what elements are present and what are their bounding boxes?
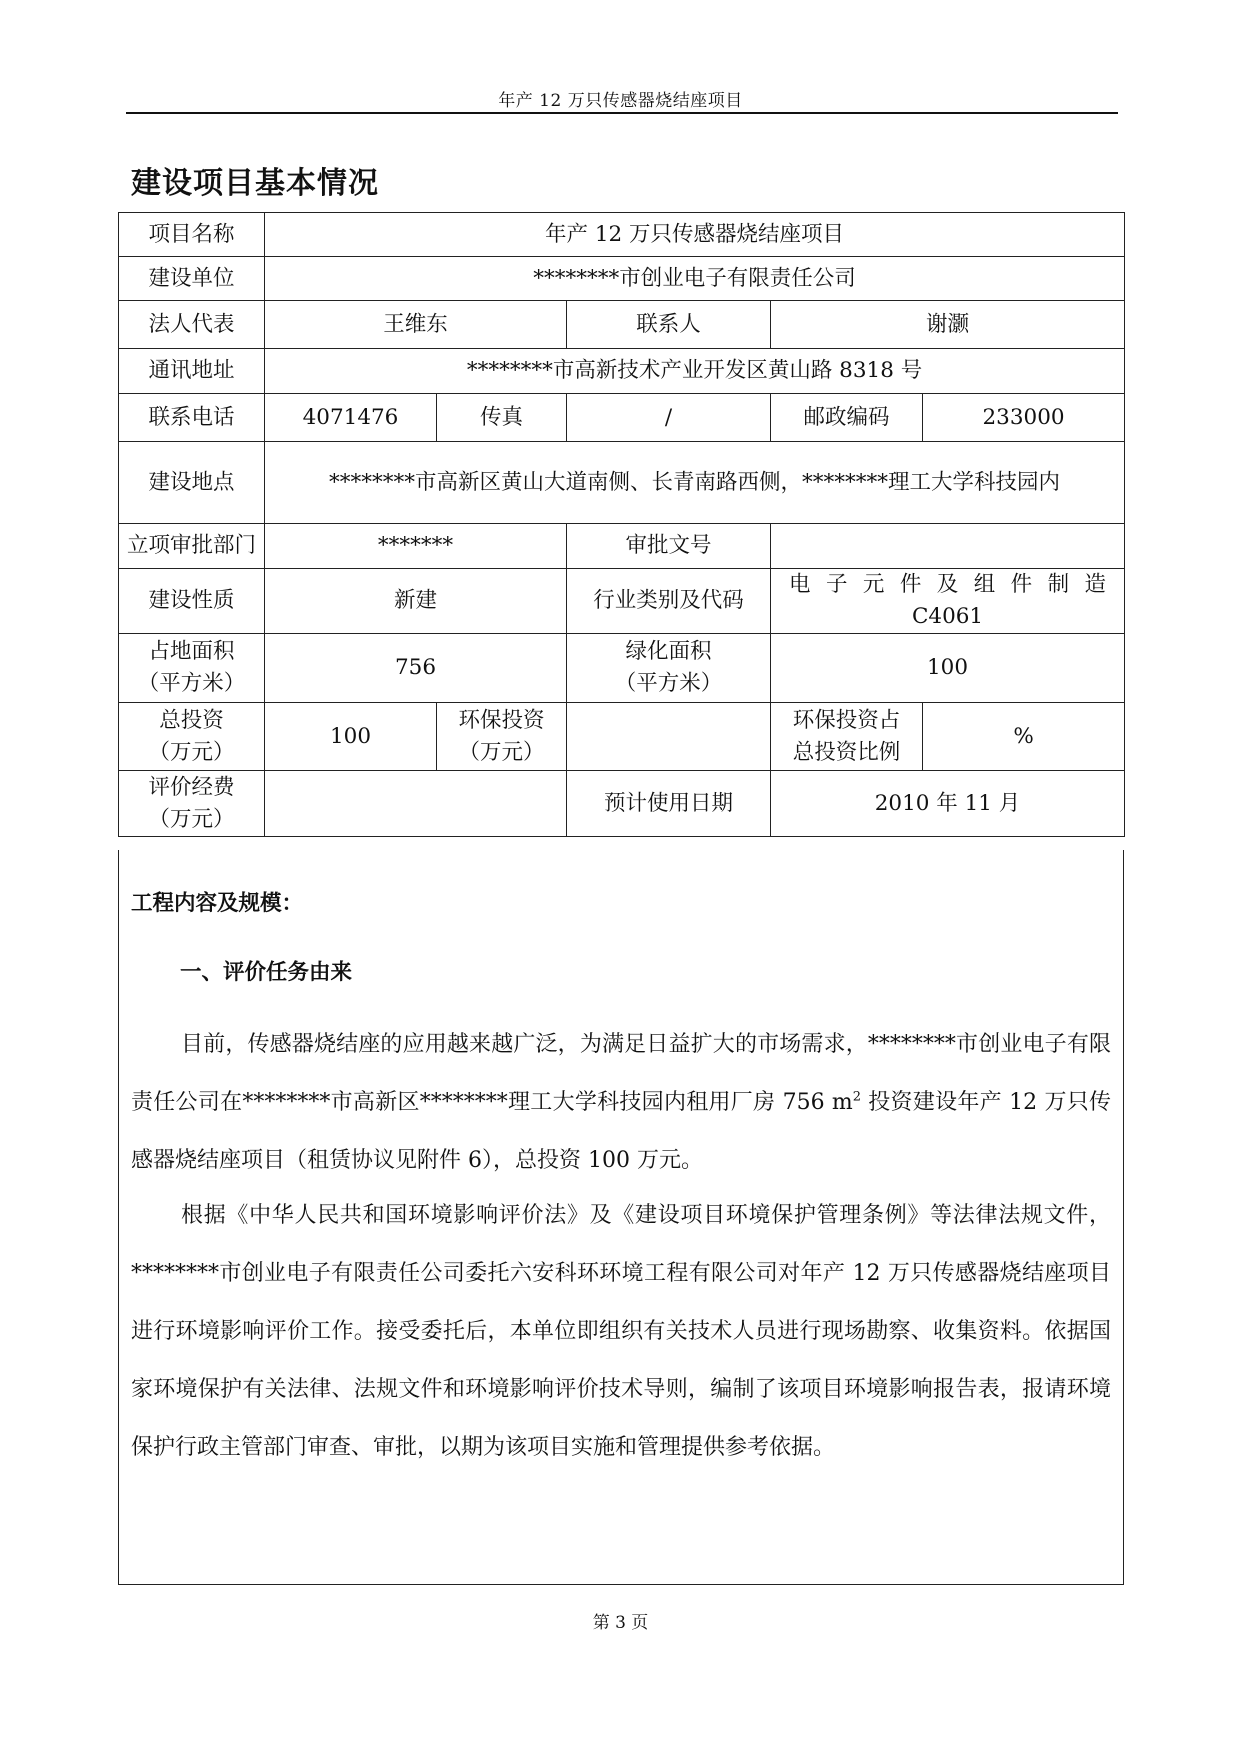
approval-no-label: 审批文号 (567, 524, 771, 569)
fax-label: 传真 (437, 394, 567, 442)
expected-date-label: 预计使用日期 (567, 771, 771, 837)
table-row (119, 349, 1125, 394)
running-header: 年产 12 万只传感器烧结座项目 (498, 91, 743, 111)
table-row (119, 569, 1125, 634)
postcode-label: 邮政编码 (771, 394, 923, 442)
address-value: ********市高新技术产业开发区黄山路 8318 号 (265, 349, 1125, 394)
env-invest-value (567, 703, 771, 771)
paragraph-2: 根据《中华人民共和国环境影响评价法》及《建设项目环境保护管理条例》等法律法规文件，********市创业电子有限责任公司委托六安科环环境工程有限公司对年产 12 万只传感器烧结座项目进行环境影响评价工作。接受委托后，本单位即组织有关技术人员进行现场勘察、收集资料。依据国家环境保护有关法律、法规文件和环境影响评价技术导则，编制了该项目环境影响报告表，报请环境保护行政主管部门审查、审批，以期为该项目实施和管理提供参考依据。 (131, 1203, 1111, 1460)
legal-rep-label: 法人代表 (119, 301, 265, 349)
project-info-table (118, 212, 1125, 837)
eval-fee-label (119, 771, 265, 837)
page-title: 建设项目基本情况 (131, 166, 379, 201)
floor-area-label-line1: 占地面积 (148, 639, 235, 664)
project-name-value: 年产 12 万只传感器烧结座项目 (265, 213, 1125, 257)
industry-label: 行业类别及代码 (567, 569, 771, 634)
paragraph-1 (131, 1016, 1111, 1190)
nature-value: 新建 (265, 569, 567, 634)
postcode-value: 233000 (923, 394, 1125, 442)
builder-value: ********市创业电子有限责任公司 (265, 257, 1125, 301)
industry-name: 电子元件及组件制造 (789, 572, 1107, 597)
approval-dept-label: 立项审批部门 (119, 524, 265, 569)
site-value: ********市高新区黄山大道南侧、长青南路西侧，********理工大学科技园内 (265, 442, 1125, 524)
green-area-label-line1: 绿化面积 (625, 639, 712, 664)
section-subheading: 一、评价任务由来 (180, 960, 353, 985)
table-row (119, 394, 1125, 442)
project-name-label: 项目名称 (119, 213, 265, 257)
table-row (119, 634, 1125, 703)
env-ratio-value: % (923, 703, 1125, 771)
green-area-label-line2: （平方米） (614, 671, 723, 696)
table-row (119, 257, 1125, 301)
approval-dept-value: ******* (265, 524, 567, 569)
table-row (119, 703, 1125, 771)
contact-value: 谢灏 (771, 301, 1125, 349)
total-invest-label-line1: 总投资 (159, 707, 224, 733)
phone-value: 4071476 (265, 394, 437, 442)
section-heading: 工程内容及规模： (131, 891, 304, 916)
total-invest-label (119, 703, 265, 771)
paragraph-1-part-b: 投资建设年产 12 万只传感器烧结座项目（租赁协议见附件 6），总投资 100 万元。 (131, 1090, 1111, 1173)
env-ratio-label (771, 703, 923, 771)
eval-fee-label-line1: 评价经费 (148, 774, 235, 800)
expected-date-value: 2010 年 11 月 (771, 771, 1125, 837)
area-unit-superscript: 2 (852, 1089, 861, 1105)
table-row (119, 213, 1125, 257)
env-ratio-label-line2: 总投资比例 (792, 739, 901, 765)
total-invest-value: 100 (265, 703, 437, 771)
green-area-value: 100 (771, 634, 1125, 703)
env-invest-label-line2: （万元） (458, 739, 545, 765)
industry-value (771, 569, 1125, 634)
floor-area-label-line2: （平方米） (137, 671, 246, 696)
header-rule (126, 112, 1118, 114)
env-ratio-label-line1: 环保投资占 (792, 707, 901, 733)
env-invest-label (437, 703, 567, 771)
builder-label: 建设单位 (119, 257, 265, 301)
industry-code: C4061 (911, 604, 984, 629)
nature-label: 建设性质 (119, 569, 265, 634)
table-row (119, 442, 1125, 524)
table-row (119, 301, 1125, 349)
phone-label: 联系电话 (119, 394, 265, 442)
eval-fee-value (265, 771, 567, 837)
page-number: 第 3 页 (592, 1613, 649, 1633)
address-label: 通讯地址 (119, 349, 265, 394)
fax-value: / (567, 394, 771, 442)
green-area-label (567, 634, 771, 703)
total-invest-label-line2: （万元） (148, 739, 235, 765)
contact-label: 联系人 (567, 301, 771, 349)
paragraph-1-part-a: 目前，传感器烧结座的应用越来越广泛，为满足日益扩大的市场需求，********市创业电子有限责任公司在********市高新区********理工大学科技园内租用厂房 756 m (131, 1032, 1111, 1115)
floor-area-label (119, 634, 265, 703)
env-invest-label-line1: 环保投资 (458, 707, 545, 733)
floor-area-value: 756 (265, 634, 567, 703)
site-label: 建设地点 (119, 442, 265, 524)
approval-no-value (771, 524, 1125, 569)
eval-fee-label-line2: （万元） (148, 806, 235, 832)
legal-rep-value: 王维东 (265, 301, 567, 349)
table-row (119, 771, 1125, 837)
table-row (119, 524, 1125, 569)
